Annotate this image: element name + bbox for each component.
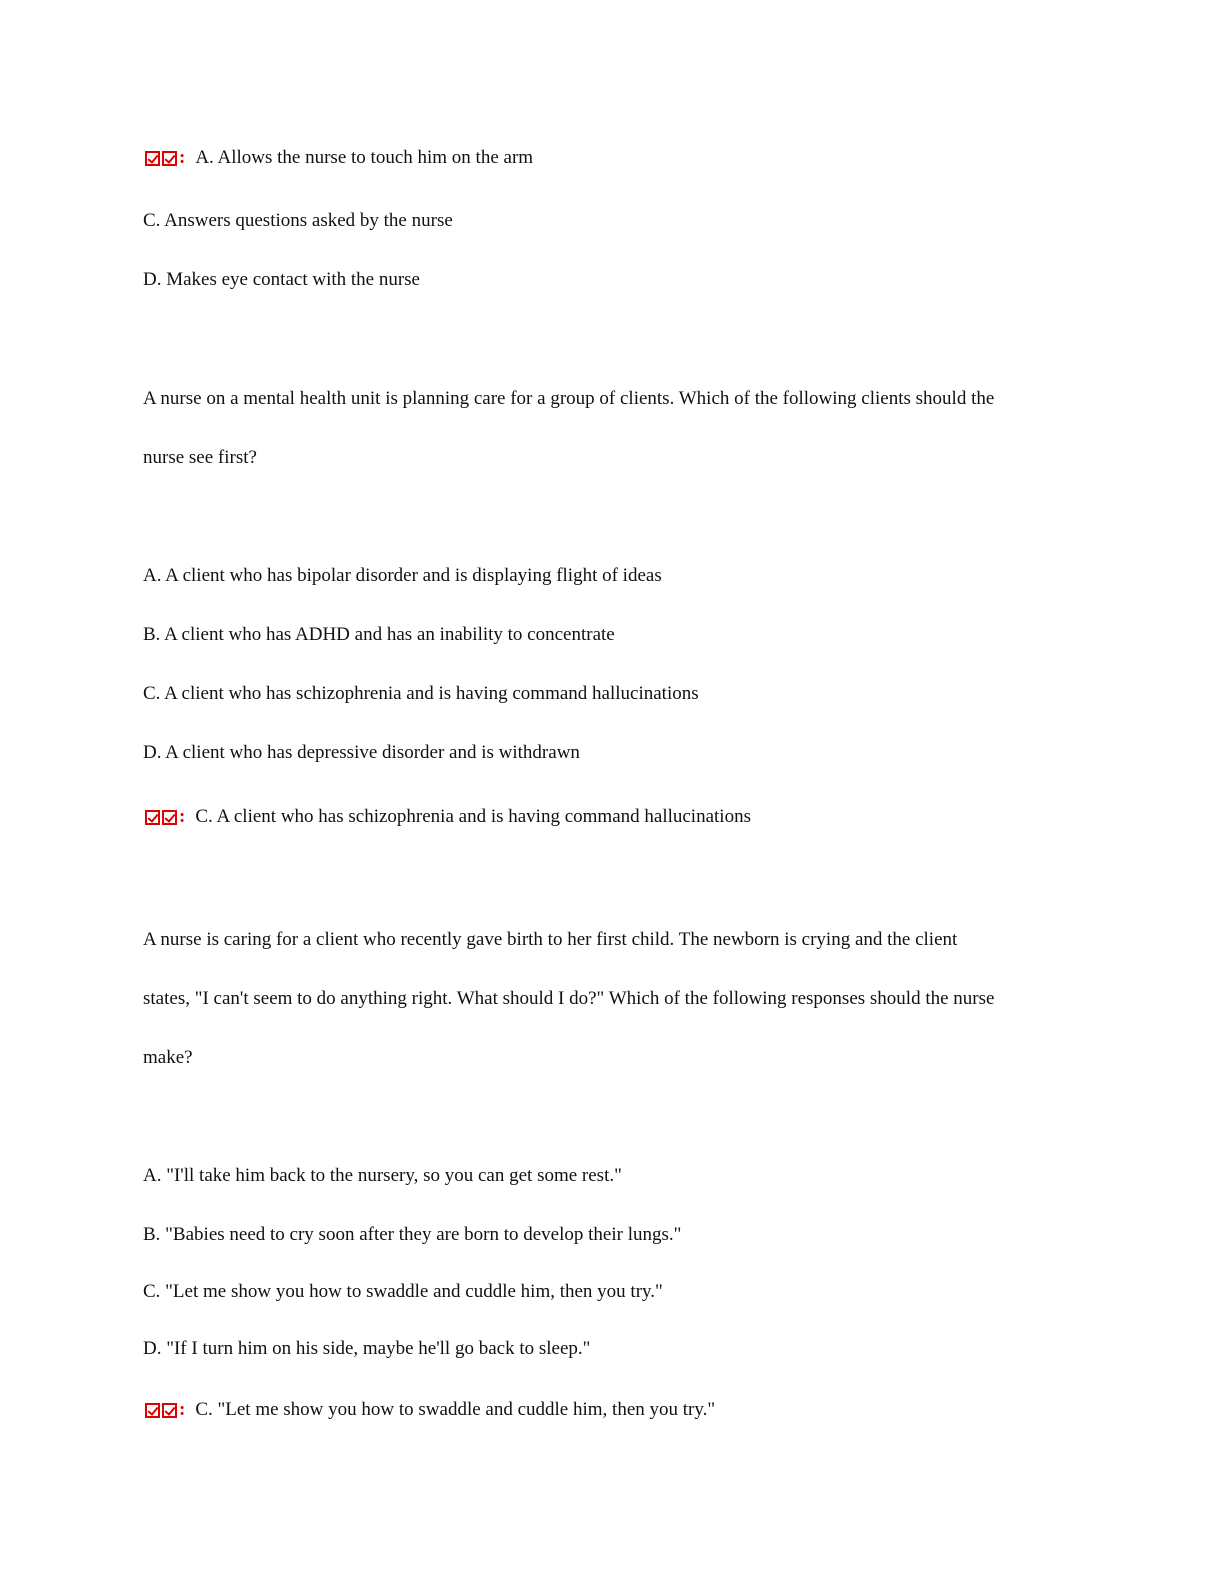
- q3-answer-line: [145, 1398, 715, 1425]
- q3-stem-line-3: make?: [143, 1047, 193, 1068]
- answer-check-icon: [145, 149, 179, 173]
- answer-marker-colon: :: [179, 147, 186, 168]
- q2-answer-line: [145, 805, 751, 832]
- q2-option-b: B. A client who has ADHD and has an inability to concentrate: [143, 624, 615, 645]
- answer-check-icon: [145, 808, 179, 832]
- q3-option-a: A. "I'll take him back to the nursery, so you can get some rest.": [143, 1165, 622, 1186]
- q1-option-c: C. Answers questions asked by the nurse: [143, 210, 453, 231]
- q2-stem-line-2: nurse see first?: [143, 447, 257, 468]
- q2-option-a: A. A client who has bipolar disorder and is displaying flight of ideas: [143, 565, 662, 586]
- answer-check-icon: [145, 1401, 179, 1425]
- q3-stem-line-2: states, "I can't seem to do anything right. What should I do?" Which of the following responses should the nurse: [143, 988, 995, 1009]
- answer-marker-colon: :: [179, 1399, 186, 1420]
- q2-answer-text: C. A client who has schizophrenia and is having command hallucinations: [195, 806, 751, 827]
- q3-option-b: B. "Babies need to cry soon after they are born to develop their lungs.": [143, 1224, 682, 1245]
- answer-marker-colon: :: [179, 806, 186, 827]
- q2-option-c: C. A client who has schizophrenia and is having command hallucinations: [143, 683, 699, 704]
- q1-answer-text: A. Allows the nurse to touch him on the arm: [195, 147, 534, 168]
- q3-answer-text: C. "Let me show you how to swaddle and cuddle him, then you try.": [195, 1399, 716, 1420]
- q3-stem-line-1: A nurse is caring for a client who recently gave birth to her first child. The newborn is crying and the client: [143, 929, 958, 950]
- q2-stem-line-1: A nurse on a mental health unit is planning care for a group of clients. Which of the following clients should the: [143, 388, 995, 409]
- q3-option-c: C. "Let me show you how to swaddle and cuddle him, then you try.": [143, 1281, 663, 1302]
- q1-answer-line: [145, 146, 533, 173]
- q1-option-d: D. Makes eye contact with the nurse: [143, 269, 420, 290]
- q3-option-d: D. "If I turn him on his side, maybe he'll go back to sleep.": [143, 1338, 591, 1359]
- q2-option-d: D. A client who has depressive disorder and is withdrawn: [143, 742, 580, 763]
